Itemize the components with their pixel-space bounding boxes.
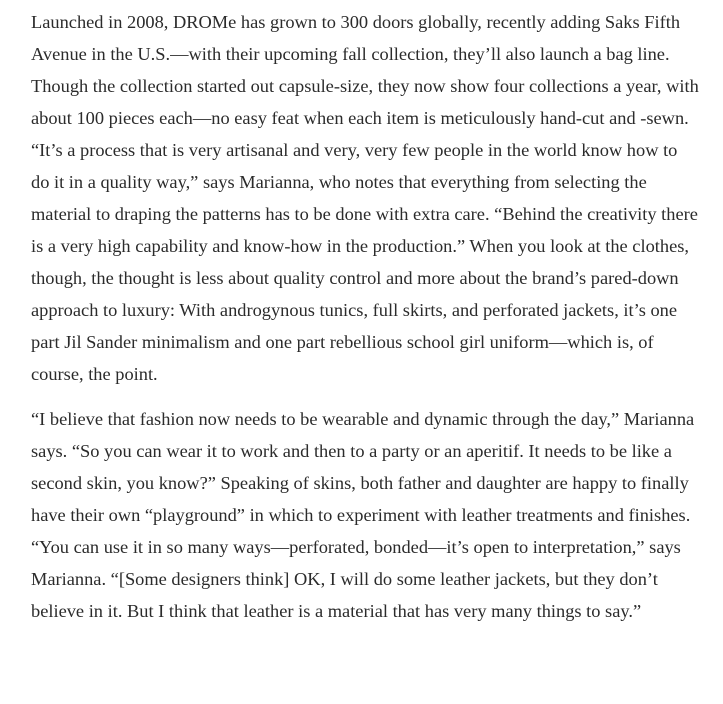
article-paragraph-2: “I believe that fashion now needs to be wearable and dynamic through the day,” Marianna says. “So you can wear it to work and then to a party or an aperitif. It needs to be like a second skin, you know?” Speaking of skins, both father and daughter are happy to finally have their own “playground” in which to experiment with leather treatments and finishes. “You can use it in so many ways—perforated, bonded—it’s open to interpretation,” says Marianna. “[Some designers think] OK, I will do some leather jackets, but they don’t believe in it. But I think that leather is a material that has very many things to say.”: [31, 409, 695, 621]
article-body: [31, 6, 699, 640]
article-paragraph-1: Launched in 2008, DROMe has grown to 300 doors globally, recently adding Saks Fifth Avenue in the U.S.—with their upcoming fall collection, they’ll also launch a bag line. Though the collection started out capsule-size, they now show four collections a year, with about 100 pieces each—no easy feat when each item is meticulously hand-cut and -sewn. “It’s a process that is very artisanal and very, very few people in the world know how to do it in a quality way,” says Marianna, who notes that everything from selecting the material to draping the patterns has to be done with extra care. “Behind the creativity there is a very high capability and know-how in the production.” When you look at the clothes, though, the thought is less about quality control and more about the brand’s pared-down approach to luxury: With androgynous tunics, full skirts, and perforated jackets, it’s one part Jil Sander minimalism and one part rebellious school girl uniform—which is, of course, the point.: [31, 12, 699, 384]
